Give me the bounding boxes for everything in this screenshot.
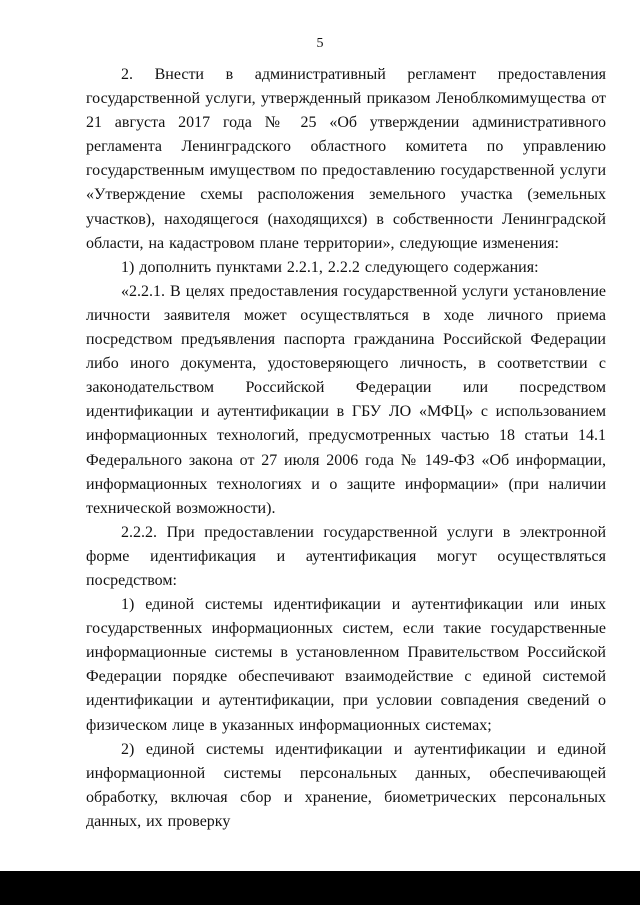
paragraph-subitem-2: 2) единой системы идентификации и аутентификации и единой информационной системы персональных данных, обеспечивающей обработку, включая сбор и хранение, биометрических персональных данных, их проверку [86,740,606,830]
paragraph-amendment: 2. Внести в административный регламент предоставления государственной услуги, утвержденный приказом Леноблкомимущества от 21 августа 2017 года № 25 «Об утверждении административного регламента Ленинградского областного комитета по управлению государственным имуществом по предоставлению государственной услуги «Утверждение схемы расположения земельного участка (земельных участков), находящегося (находящихся) в собственности Ленинградской области, на кадастровом плане территории», следующие изменения: [86,66,606,252]
document-body [86,63,606,834]
paragraph-item-1: 1) дополнить пунктами 2.2.1, 2.2.2 следующего содержания: [121,258,539,276]
paragraph-clause-2-2-1: «2.2.1. В целях предоставления государственной услуги установление личности заявителя может осуществляться в ходе личного приема посредством предъявления паспорта гражданина Российской Федерации либо иного документа, удостоверяющего личность, в соответствии с законодательством Российской Федерации или посредством идентификации и аутентификации в ГБУ ЛО «МФЦ» с использованием информационных технологий, предусмотренных частью 18 статьи 14.1 Федерального закона от 27 июля 2006 года № 149-ФЗ «Об информации, информационных технологиях и о защите информации» (при наличии технической возможности). [86,282,606,517]
paragraph-subitem-1: 1) единой системы идентификации и аутентификации или иных государственных информационных систем, если такие государственные информационные системы в установленном Правительством Российской Федерации порядке обеспечивают взаимодействие с единой системой идентификации и аутентификации, при условии совпадения сведений о физическом лице в указанных информационных системах; [86,596,606,734]
page-number: 5 [316,36,324,51]
scan-bottom-border [0,871,640,905]
paragraph-clause-2-2-2: 2.2.2. При предоставлении государственной услуги в электронной форме идентификация и аутентификация могут осуществляться посредством: [86,523,606,589]
